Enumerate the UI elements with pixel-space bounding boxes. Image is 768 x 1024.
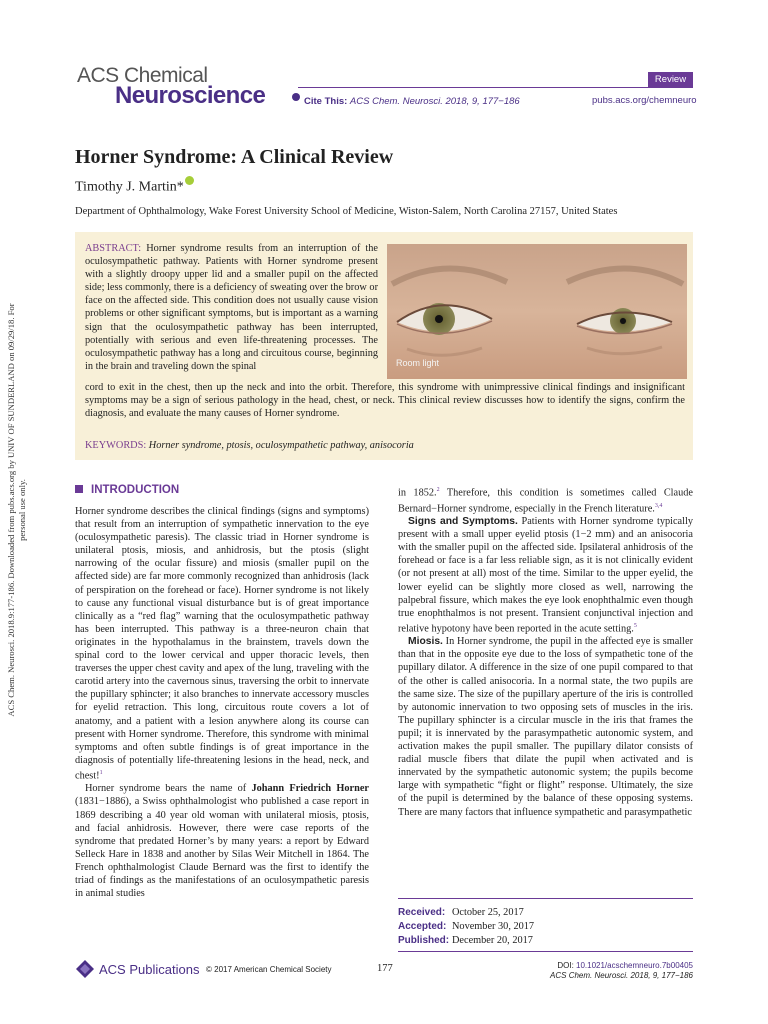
- doi-link[interactable]: 10.1021/acschemneuro.7b00405: [576, 961, 693, 970]
- accepted-row: [398, 921, 534, 932]
- journal-url[interactable]: pubs.acs.org/chemneuro: [592, 95, 697, 106]
- received-label: Received:: [398, 907, 446, 918]
- intro-paragraph-2: [75, 782, 369, 900]
- signs-text: Patients with Horner syndrome typically present with a small upper eyelid ptosis (1−2 mm) and an anisocoria with the smaller pupil on the affected side. Ipsilateral anhidrosis of the forehead or face is a far less reliable sign, as it is not clinically evident (or not present at all) most of the time. Similar to the upper eyelid, the lower eyelid can be slightly more closed as well, narrowing the palpebral fissure, which makes the eye look enophthalmic even though true enophthalmos is not present. Transient conjunctival injection and relative hypotony have been reported in the acute setting.: [398, 516, 693, 635]
- page-number: 177: [377, 963, 393, 974]
- acs-publications-logo: ACS Publications: [99, 962, 200, 977]
- keywords: [85, 440, 685, 451]
- received-row: [398, 907, 524, 918]
- miosis-paragraph: [398, 635, 693, 818]
- dates-rule-bottom: [398, 951, 693, 952]
- col2-start-a: in 1852.: [398, 487, 437, 499]
- abstract-text: [85, 242, 378, 373]
- section-square-icon: [75, 485, 83, 493]
- cite-label: Cite This:: [304, 96, 348, 107]
- orcid-icon[interactable]: [185, 176, 194, 185]
- column-right: [398, 484, 693, 819]
- column-left: [75, 505, 369, 900]
- author-name[interactable]: Timothy J. Martin*: [75, 179, 184, 195]
- section-heading: [75, 484, 179, 496]
- keywords-label: KEYWORDS:: [85, 440, 147, 451]
- copyright: © 2017 American Chemical Society: [206, 965, 332, 974]
- acs-logo-icon: [75, 959, 95, 979]
- dates-rule-top: [398, 898, 693, 899]
- intro-paragraph-1: [75, 505, 369, 782]
- article-title: Horner Syndrome: A Clinical Review: [75, 146, 394, 168]
- download-note: [6, 300, 46, 720]
- author-line: [75, 176, 194, 196]
- intro-p2-name: Johann Friedrich Horner: [251, 783, 369, 795]
- journal-logo-line2: Neuroscience: [115, 82, 266, 109]
- abstract-label: ABSTRACT:: [85, 243, 142, 254]
- logo-dot-icon: [292, 93, 300, 101]
- col2-continuation: [398, 484, 693, 515]
- article-type-badge: Review: [648, 72, 693, 87]
- published-row: [398, 935, 533, 946]
- published-label: Published:: [398, 935, 450, 946]
- journal-logo-line1: ACS Chemical: [77, 64, 208, 87]
- accepted-label: Accepted:: [398, 921, 447, 932]
- intro-p2-b: (1831−1886), a Swiss ophthalmologist who published a case report in 1869 describing a 40 year old woman with unilateral miosis, ptosis, and facial anhidrosis. However, there were case reports of the syndrome that predated Horner’s by many years: a report by Edward Selleck Hare in 1838 and another by Silas Weir Mitchell in 1864. The French ophthalmologist Claude Bernard was the first to identify the triad of findings as the manifestations of an oculosympathetic paresis in animal studies: [75, 796, 369, 900]
- section-heading-text: INTRODUCTION: [91, 484, 180, 496]
- doi-line: [470, 961, 693, 971]
- signs-paragraph: [398, 515, 693, 635]
- received-date: October 25, 2017: [452, 907, 524, 918]
- col2-start-b: Therefore, this condition is sometimes called Claude Bernard−Horner syndrome, especially in the French literature.: [398, 487, 693, 514]
- intro-p2-a: Horner syndrome bears the name of: [85, 783, 252, 795]
- signs-heading: Signs and Symptoms.: [408, 516, 518, 528]
- abstract-text-left: Horner syndrome results from an interruption of the oculosympathetic pathway. Patients with Horner syndrome present with a slightly droopy upper lid and a smaller pupil on the affected side; less commonly, there is a deficiency of sweating over the brow or face on the affected side. This condition does not usually cause vision problems or other significant symptoms, but is important as a warning sign that the oculosympathetic pathway has been interrupted, potentially with serious and even life-threatening processes. The oculosympathetic pathway has a long and circuitous course, beginning in the brain and traveling down the spinal: [85, 243, 378, 372]
- accepted-date: November 30, 2017: [452, 921, 535, 932]
- ref-1[interactable]: 1: [99, 769, 103, 776]
- header-rule: [298, 87, 693, 88]
- ref-5[interactable]: 5: [633, 622, 637, 629]
- photo-caption: Room light: [396, 358, 440, 368]
- footer-citation: ACS Chem. Neurosci. 2018, 9, 177−186: [550, 971, 693, 980]
- ref-3-4[interactable]: 3,4: [654, 502, 663, 509]
- doi-block: [470, 961, 693, 981]
- affiliation: Department of Ophthalmology, Wake Forest University School of Medicine, Wiston-Salem, North Carolina 27157, United States: [75, 206, 618, 217]
- cite-this[interactable]: [304, 96, 520, 107]
- miosis-text: In Horner syndrome, the pupil in the affected eye is smaller than that in the opposite eye due to the loss of sympathetic tone of the pupillary dilator. A difference in the size of one pupil compared to that of the other is called anisocoria. In a normal state, the two pupils are the same size. The size of the pupillary aperture of the iris is controlled by autonomic innervation to two opposing sets of muscles in the iris. The pupillary sphincter is a circular muscle in the iris that frames the pupil; it is innervated by the parasympathetic autonomic system, and activation makes the pupil smaller. The pupillary dilator consists of radial muscle fibers that dilate the pupil when activated and is innervated by the sympathetic autonomic system; the pupils become large with sympathetic “fight or flight” response. Ultimately, the size of the pupil is determined by the balance of these opposing systems. There are many factors that influence sympathetic and parasympathetic: [398, 636, 693, 818]
- keywords-values: Horner syndrome, ptosis, oculosympathetic pathway, anisocoria: [148, 440, 414, 451]
- published-date: December 20, 2017: [452, 935, 533, 946]
- cite-text: ACS Chem. Neurosci. 2018, 9, 177−186: [349, 96, 520, 107]
- download-note-text: ACS Chem. Neurosci. 2018.9:177-186. Downloaded from pubs.acs.org by UNIV OF SUNDERLAND on 09/29/18. For personal use only.: [6, 303, 27, 717]
- miosis-heading: Miosis.: [408, 636, 443, 648]
- ref-2[interactable]: 2: [436, 487, 440, 493]
- doi-label: DOI:: [557, 961, 577, 970]
- abstract-text-continued: cord to exit in the chest, then up the neck and into the orbit. Therefore, this syndrome with unimpressive clinical findings and insignificant symptoms may be a sign of serious pathology in the head, chest, or neck. This clinical review discusses how to identify the signs, confirm the diagnosis, and evaluate the many causes of Horner syndrome.: [85, 382, 685, 420]
- intro-p1-text: Horner syndrome describes the clinical findings (signs and symptoms) that result from an interruption of sympathetic innervation to the eye (oculosympathetic paresis). The classic triad in Horner syndrome is unilateral ptosis, miosis, and anhidrosis, but the ptosis (slight narrowing of the ocular fissure) and miosis (smaller pupil on the affected side) are far more commonly recognized than anhidrosis (lack of perspiration on the forehead or face). Horner syndrome is not likely to cause any functional visual disturbance but is of great importance clinically as a “red flag” warning that the oculosympathetic pathway has been interrupted. This pathway is a three-neuron chain that originates in the hypothalamus in the brainstem, travels down the spinal cord to the lower cervical and upper thoracic levels, then traverses the upper chest cavity and apex of the lung, traveling with the carotid artery into the cavernous sinus, traversing the orbit to innervate the pupillary sphincter; it also branches to innervate accessory muscles for eyelid retraction. This long, circuitous route covers a lot of anatomy, and a patient with a lesion anywhere along its course can present with Horner syndrome. Therefore, this syndrome with minimal symptoms and often subtle findings is of great importance in the diagnosis of potentially life-threatening lesions in the head, neck, and chest!: [75, 506, 369, 782]
